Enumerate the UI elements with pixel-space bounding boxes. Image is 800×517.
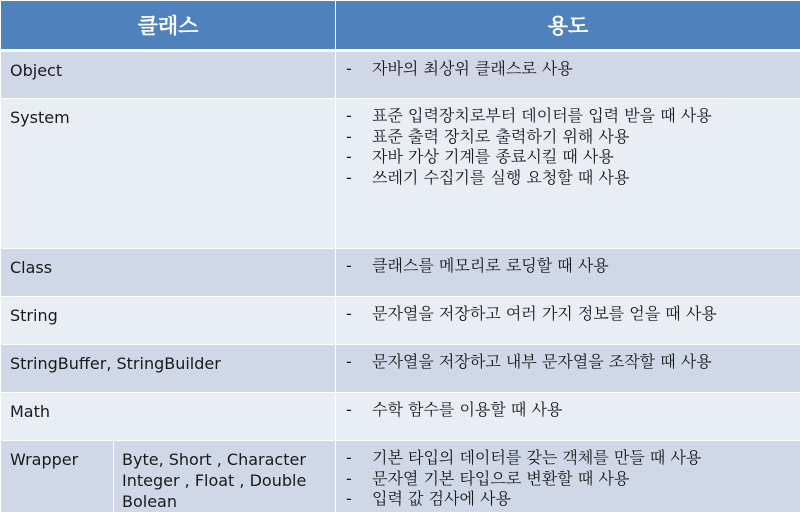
usage-cell bbox=[336, 297, 800, 345]
class-cell: Class bbox=[1, 249, 336, 297]
usage-item: - 표준 입력장치로부터 데이터를 입력 받을 때 사용 bbox=[344, 106, 800, 127]
table-row bbox=[1, 99, 800, 249]
table-row bbox=[1, 393, 800, 441]
table-row bbox=[1, 297, 800, 345]
subclass-line: Byte, Short , Character bbox=[122, 450, 306, 469]
subclass-line: Bolean bbox=[122, 492, 177, 511]
usage-cell bbox=[336, 345, 800, 393]
class-cell: String bbox=[1, 297, 336, 345]
header-row bbox=[1, 1, 800, 51]
usage-item: - 쓰레기 수집기를 실행 요청할 때 사용 bbox=[344, 168, 800, 189]
table-row bbox=[1, 345, 800, 393]
usage-item: - 자바의 최상위 클래스로 사용 bbox=[344, 59, 800, 80]
usage-item: - 표준 출력 장치로 출력하기 위해 사용 bbox=[344, 127, 800, 148]
header-usage: 용도 bbox=[336, 1, 800, 51]
usage-item: - 수학 함수를 이용할 때 사용 bbox=[344, 400, 800, 421]
usage-cell bbox=[336, 99, 800, 249]
class-cell: Object bbox=[1, 51, 336, 99]
table-row bbox=[1, 441, 800, 513]
usage-item: - 문자열을 저장하고 내부 문자열을 조작할 때 사용 bbox=[344, 352, 800, 373]
usage-cell bbox=[336, 51, 800, 99]
usage-item: - 문자열 기본 타입으로 변환할 때 사용 bbox=[344, 469, 800, 490]
usage-item: - 클래스를 메모리로 로딩할 때 사용 bbox=[344, 256, 800, 277]
usage-cell bbox=[336, 249, 800, 297]
usage-item: - 입력 값 검사에 사용 bbox=[344, 489, 800, 510]
usage-item: - 기본 타입의 데이터를 갖는 객체를 만들 때 사용 bbox=[344, 448, 800, 469]
usage-cell bbox=[336, 441, 800, 513]
table-row bbox=[1, 249, 800, 297]
class-cell: Math bbox=[1, 393, 336, 441]
subclass-cell bbox=[114, 441, 336, 513]
class-cell: System bbox=[1, 99, 336, 249]
class-cell: Wrapper bbox=[1, 441, 114, 513]
usage-cell bbox=[336, 393, 800, 441]
class-cell: StringBuffer, StringBuilder bbox=[1, 345, 336, 393]
table-row bbox=[1, 51, 800, 99]
usage-item: - 문자열을 저장하고 여러 가지 정보를 얻을 때 사용 bbox=[344, 304, 800, 325]
usage-item: - 자바 가상 기계를 종료시킬 때 사용 bbox=[344, 147, 800, 168]
subclass-line: Integer , Float , Double bbox=[122, 471, 307, 490]
header-class: 클래스 bbox=[1, 1, 336, 51]
